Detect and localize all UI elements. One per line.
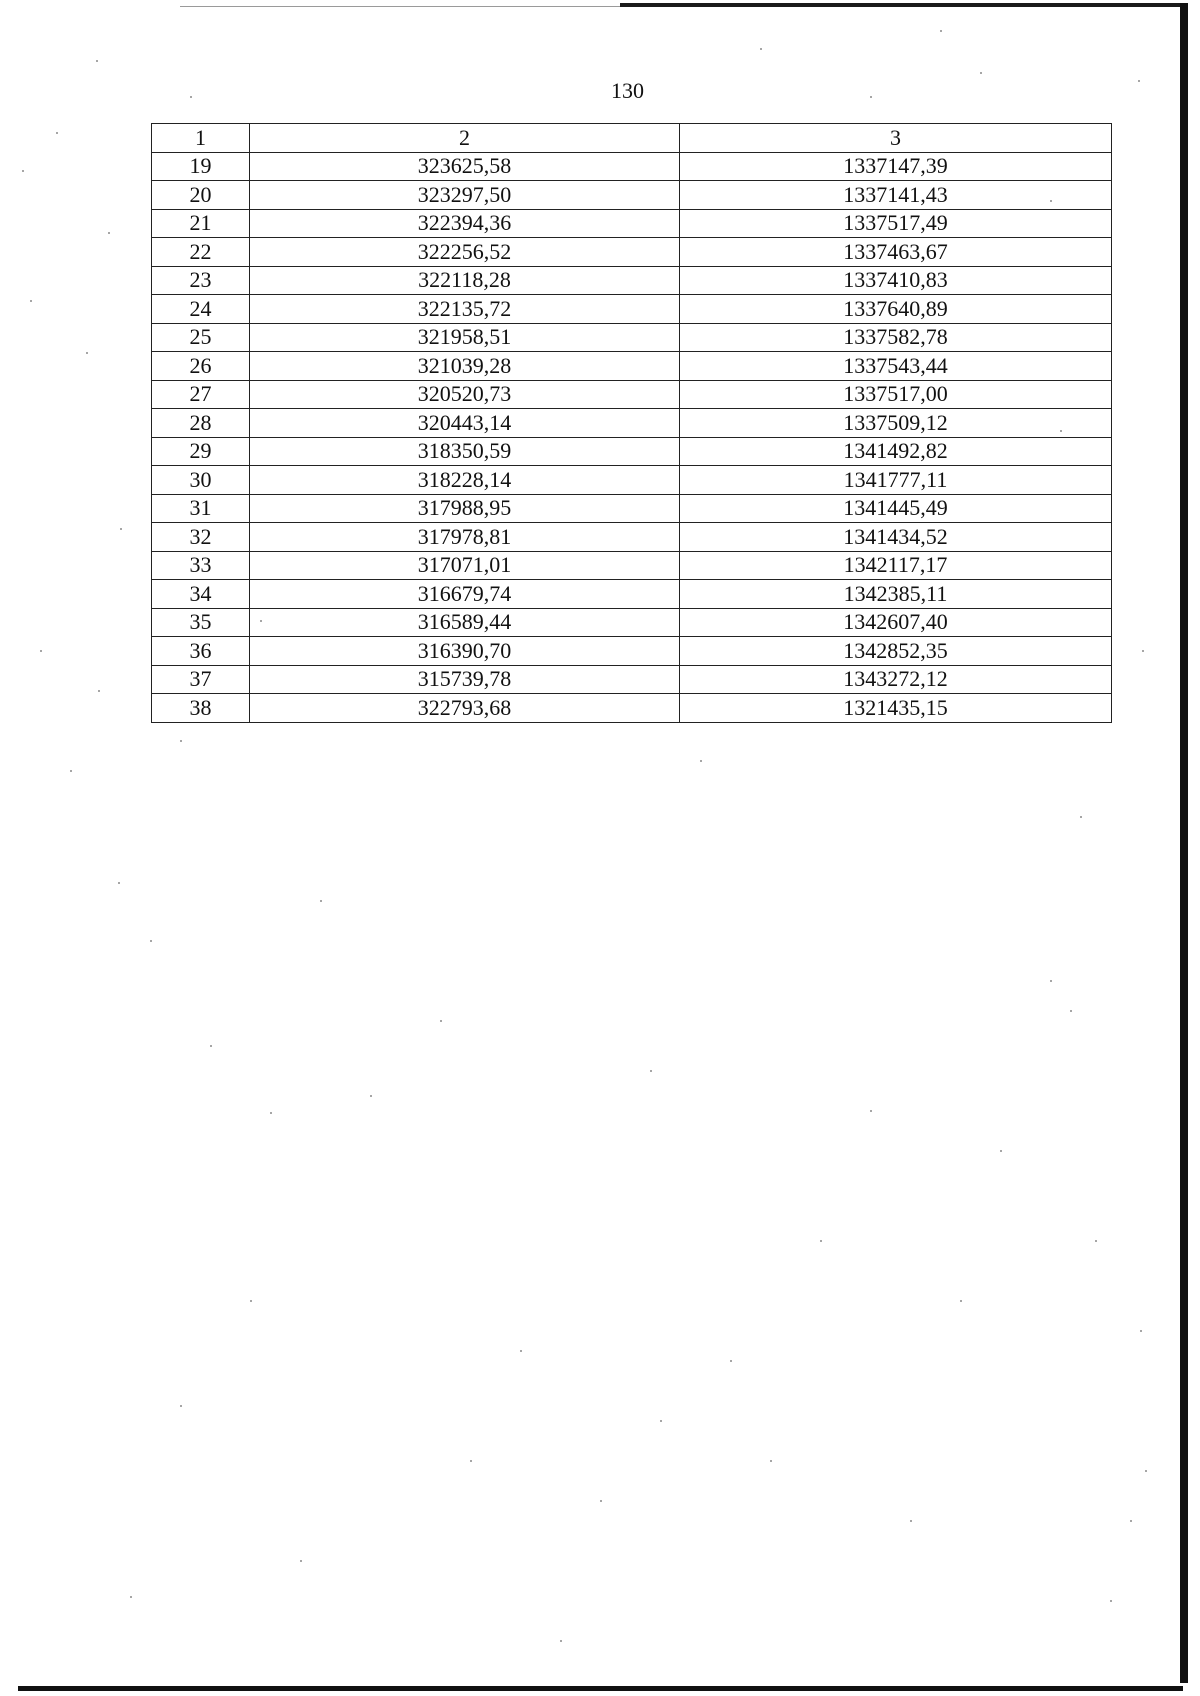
table-cell-col2: 323625,58 [250, 152, 680, 181]
table-cell-col3: 1337640,89 [680, 295, 1112, 324]
scan-edge-right [1180, 3, 1188, 1683]
table-cell-col3: 1321435,15 [680, 694, 1112, 723]
table-cell-col3: 1337509,12 [680, 409, 1112, 438]
scan-speck [870, 96, 872, 98]
table-cell-col3: 1337410,83 [680, 266, 1112, 295]
table-cell-col2: 317071,01 [250, 551, 680, 580]
table-cell-col3: 1341434,52 [680, 523, 1112, 552]
table-row [152, 295, 1112, 324]
table-cell-col2: 317988,95 [250, 494, 680, 523]
scan-speck [30, 300, 32, 302]
table-cell-col1: 33 [152, 551, 250, 580]
table-row [152, 608, 1112, 637]
table-cell-col2: 322394,36 [250, 209, 680, 238]
table-cell-col2: 318350,59 [250, 437, 680, 466]
scan-speck [1080, 816, 1082, 818]
table-cell-col3: 1342607,40 [680, 608, 1112, 637]
table-cell-col1: 20 [152, 181, 250, 210]
scan-speck [940, 30, 942, 32]
scan-speck [730, 1360, 732, 1362]
scan-speck [1095, 1240, 1097, 1242]
table-cell-col1: 36 [152, 637, 250, 666]
table-cell-col3: 1337517,00 [680, 380, 1112, 409]
scan-speck [520, 1350, 522, 1352]
table-row [152, 380, 1112, 409]
coordinates-table [151, 123, 1112, 723]
scan-speck [600, 1500, 602, 1502]
scan-speck [960, 1300, 962, 1302]
scan-speck [96, 60, 98, 62]
page-number: 130 [611, 78, 644, 103]
table-cell-col2: 320443,14 [250, 409, 680, 438]
scan-speck [120, 528, 122, 530]
scan-speck [250, 1300, 252, 1302]
table-row [152, 181, 1112, 210]
table-cell-col3: 1341492,82 [680, 437, 1112, 466]
scan-speck [440, 1020, 442, 1022]
scan-speck [190, 96, 192, 98]
table-cell-col3: 1337463,67 [680, 238, 1112, 267]
scan-speck [1000, 1150, 1002, 1152]
scan-speck [700, 760, 702, 762]
scan-speck [150, 940, 152, 942]
scan-speck [650, 1070, 652, 1072]
scan-speck [86, 352, 88, 354]
table-cell-col1: 28 [152, 409, 250, 438]
scan-edge-top-thin [180, 6, 620, 7]
scan-speck [210, 1045, 212, 1047]
scan-speck [470, 1460, 472, 1462]
table-cell-col1: 26 [152, 352, 250, 381]
scan-speck [98, 690, 100, 692]
scan-speck [1140, 1330, 1142, 1332]
table-cell-col2: 316589,44 [250, 608, 680, 637]
scan-speck [70, 770, 72, 772]
scan-speck [1138, 80, 1140, 82]
table-cell-col2: 322135,72 [250, 295, 680, 324]
table-cell-col1: 22 [152, 238, 250, 267]
scan-speck [560, 1640, 562, 1642]
table-cell-col1: 23 [152, 266, 250, 295]
table-row [152, 665, 1112, 694]
table-row [152, 437, 1112, 466]
table-cell-col3: 1341777,11 [680, 466, 1112, 495]
table-cell-col1: 38 [152, 694, 250, 723]
table-cell-col3: 1342117,17 [680, 551, 1112, 580]
table-cell-col3: 1337517,49 [680, 209, 1112, 238]
table-row [152, 551, 1112, 580]
scan-speck [1110, 1600, 1112, 1602]
table-cell-col1: 27 [152, 380, 250, 409]
scan-speck [1130, 1520, 1132, 1522]
scan-speck [910, 1520, 912, 1522]
column-header-2: 2 [250, 124, 680, 153]
table-cell-col3: 1342385,11 [680, 580, 1112, 609]
table-cell-col1: 24 [152, 295, 250, 324]
scan-speck [660, 1420, 662, 1422]
scan-speck [22, 170, 24, 172]
table-cell-col3: 1337141,43 [680, 181, 1112, 210]
scan-speck [760, 48, 762, 50]
table-cell-col1: 37 [152, 665, 250, 694]
table-cell-col1: 21 [152, 209, 250, 238]
scan-speck [370, 1095, 372, 1097]
table-cell-col3: 1337147,39 [680, 152, 1112, 181]
table-row [152, 352, 1112, 381]
table-cell-col1: 25 [152, 323, 250, 352]
table-body [152, 152, 1112, 722]
table-cell-col3: 1342852,35 [680, 637, 1112, 666]
table-row [152, 323, 1112, 352]
table-cell-col3: 1343272,12 [680, 665, 1112, 694]
scan-speck [1060, 430, 1062, 432]
scan-speck [770, 1460, 772, 1462]
table-cell-col2: 316390,70 [250, 637, 680, 666]
table-cell-col2: 323297,50 [250, 181, 680, 210]
table-cell-col2: 322118,28 [250, 266, 680, 295]
table-cell-col2: 316679,74 [250, 580, 680, 609]
table-row [152, 523, 1112, 552]
table-cell-col2: 320520,73 [250, 380, 680, 409]
scan-speck [980, 72, 982, 74]
table-cell-col1: 30 [152, 466, 250, 495]
table-cell-col2: 315739,78 [250, 665, 680, 694]
scan-speck [118, 882, 120, 884]
column-header-1: 1 [152, 124, 250, 153]
scan-speck [1070, 1010, 1072, 1012]
scan-speck [180, 1405, 182, 1407]
scan-edge-top [620, 3, 1180, 7]
scan-speck [40, 650, 42, 652]
scan-edge-bottom [18, 1686, 1183, 1691]
scan-speck [1142, 650, 1144, 652]
table-cell-col3: 1337543,44 [680, 352, 1112, 381]
table-row [152, 494, 1112, 523]
scan-speck [1050, 200, 1052, 202]
table-cell-col1: 29 [152, 437, 250, 466]
table-cell-col1: 32 [152, 523, 250, 552]
table-cell-col1: 34 [152, 580, 250, 609]
table-cell-col1: 19 [152, 152, 250, 181]
table-header-row [152, 124, 1112, 153]
table-cell-col2: 322793,68 [250, 694, 680, 723]
scan-speck [270, 1112, 272, 1114]
table-row [152, 637, 1112, 666]
table-row [152, 238, 1112, 267]
table-cell-col2: 322256,52 [250, 238, 680, 267]
table-row [152, 409, 1112, 438]
table-cell-col1: 31 [152, 494, 250, 523]
table-cell-col2: 321958,51 [250, 323, 680, 352]
table-cell-col2: 321039,28 [250, 352, 680, 381]
scan-speck [820, 1240, 822, 1242]
scan-speck [1145, 1470, 1147, 1472]
table-cell-col3: 1337582,78 [680, 323, 1112, 352]
table-row [152, 694, 1112, 723]
table-row [152, 209, 1112, 238]
table-cell-col2: 318228,14 [250, 466, 680, 495]
scan-speck [300, 1560, 302, 1562]
scan-speck [870, 1110, 872, 1112]
table-row [152, 580, 1112, 609]
table-cell-col1: 35 [152, 608, 250, 637]
table-row [152, 266, 1112, 295]
table-cell-col3: 1341445,49 [680, 494, 1112, 523]
table-row [152, 466, 1112, 495]
scan-speck [260, 620, 262, 622]
scan-speck [130, 1596, 132, 1598]
scan-speck [56, 132, 58, 134]
scan-speck [180, 740, 182, 742]
scan-speck [320, 900, 322, 902]
scan-speck [1050, 980, 1052, 982]
table-cell-col2: 317978,81 [250, 523, 680, 552]
scan-speck [108, 232, 110, 234]
column-header-3: 3 [680, 124, 1112, 153]
table-row [152, 152, 1112, 181]
